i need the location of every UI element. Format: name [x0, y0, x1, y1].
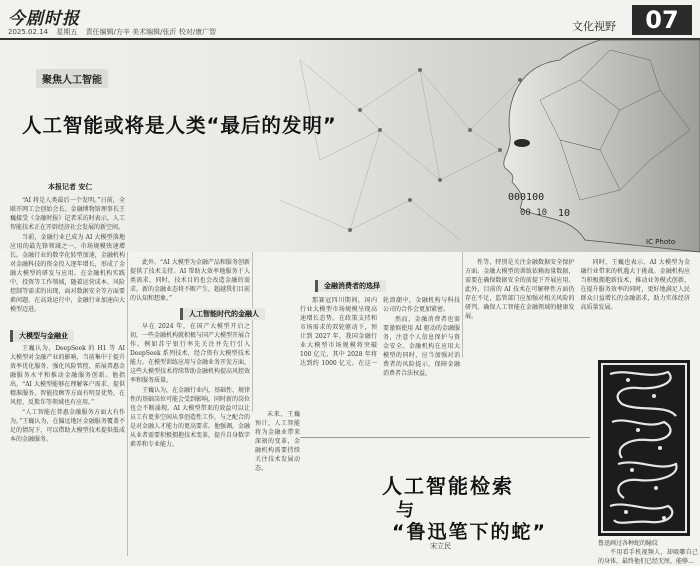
subhead-consumer-choice: 金融消费者的选择 — [315, 280, 386, 292]
article-column-2a — [130, 258, 250, 308]
section-name: 文化视野 — [572, 20, 616, 33]
paragraph: 同时，王巍也表示，AI 大模型为金融行业带来的机遇大于挑战。金融机构应当积极拥抱新技术，推动业务模式创新，在提升服务效率的同时，更好地满足人民群众日益增长的金融需求，助力实体经济高质量发展。 — [580, 259, 690, 311]
snake-pattern — [598, 360, 690, 536]
feature-title-line-1: 人工智能检索 — [382, 474, 514, 498]
article-column-1 — [10, 196, 125, 336]
editor-credits: 责任编辑/方辛 美术编辑/张沂 校对/康广智 — [85, 28, 217, 36]
snake-woodcut-image — [598, 360, 690, 536]
binary-text-2: 10 — [558, 208, 571, 219]
binary-text-1: 000100 — [508, 192, 545, 203]
dateline — [8, 27, 222, 37]
woodcut-caption: 鲁迅画过各种蛇的瞳纹 — [598, 540, 659, 547]
issue-weekday: 星期五 — [56, 28, 78, 36]
feature-body-start — [598, 548, 698, 565]
article-column-1b — [10, 344, 125, 554]
byline: 本报记者 安仁 — [48, 183, 93, 191]
paragraph: 当前，金融行业已成为 AI 大模型落地应用的最先锋领域之一，市场规模快速增长。金融行业的数字化转型加速，金融机构对金融科技的资金投入逐年增长，形成了金融大模型的研发与应用。在金融机构实践中，投资等工作领域，随着运营成本、风险控制等需求的出现，面对数据安全等方面要素问题，在高效运行中，金融行业加速向大模型迈进。 — [10, 234, 125, 313]
feature-divider — [300, 437, 590, 438]
article-column-3 — [300, 296, 460, 434]
subhead-ai-finance: 大模型与金融业 — [10, 330, 74, 342]
headline: 人工智能或将是人类“最后的发明” — [22, 114, 337, 137]
paragraph: 此外，“AI 大模型为金融产品和服务创新提供了技术支持。AI 帮助大效率地服务于人类需求，同时，技术目的也会改造金融的需求，新的金融业态将不断产生，超越我们目前的认知和想象。” — [130, 259, 251, 302]
photo-credit: IC Photo — [646, 238, 676, 246]
paragraph: 早在 2024 年，在国产大模型开启之初，一些金融机构就积极与国产大模型开展合作。例如苏宁银行率先关注并先行引入 DeepSeek 系列技术，经合资有大模型技术能力。在模型训练应用与金融业务开发方面，这些大模型技术持续帮助金融机构提高风控效率和服务质量。 — [130, 323, 251, 384]
kicker-label: 聚焦人工智能 — [36, 69, 108, 88]
paragraph: 王巍认为，在金融行业内，基础性、规律性的基础岗位可能会受到影响，同时新的岗位也会不断涌现。AI 大模型带来的效益可以让员工有更多空间从事创造性工作，与之配合的是对金融人才能力的更高要求。他强调，金融从业者需要积极拥抱技术变革，提升自身数字素养和专业能力。 — [130, 387, 251, 448]
feature-title-line-2: 与 — [396, 500, 414, 521]
paper-name: 今剧时报 — [8, 9, 80, 29]
paragraph: 性等，特别是关注金融数据安全保护方面。金融大模型的训练依赖海量数据，需要在确保数据安全的前提下开展应用。此外，目前的 AI 技术在可解释性方面仍存在不足，监管部门应加强对相关风险的研判，确保人工智能在金融领域的健康发展。 — [465, 259, 575, 320]
paragraph: 王巍认为，DeepSeek 的 H1 等 AI 大模型对金融产业的影响，当前集中于提升效率优化服务、强化风险管控、拓展普惠金融服务水平和推动金融服务创新。他指出，“AI 大模型能够在理解客户需求、提供精准服务、智能投顾等方面有明显优势，在风控、反欺诈等领域也有应用。” — [10, 345, 125, 406]
paragraph: 那赛冠四川期间，国内行业大模型市场规模呈现高速增长态势。在政策支持和市场需求的双轮驱动下，预计到 2027 年，我国金融行业大模型市场规模将突破 100 亿元，其中 2028 年将达到约 1000 亿元。在这一轮浪潮中，金融机构与科技公司的合作会更加紧密。 — [300, 297, 460, 367]
column-divider — [462, 252, 463, 358]
binary-text-3: 00 10 — [520, 208, 548, 218]
article-column-3-bottom — [255, 410, 300, 550]
issue-date: 2025.02.14 — [8, 28, 49, 36]
article-column-4 — [465, 258, 690, 358]
page-number: 07 — [632, 5, 692, 35]
paragraph: 不用看手机视频人，却吸哪自己的身体，最终他们已经无厘，能够… — [598, 549, 698, 565]
column-divider — [127, 252, 128, 556]
paragraph: 未来，王巍预计，人工智能将为金融业带来深刻的变革，金融机构需要持续关注技术发展动态。 — [255, 411, 300, 472]
feature-title-line-3: “鲁迅笔下的蛇” — [392, 521, 547, 543]
column-divider — [252, 252, 253, 412]
article-column-2b — [130, 322, 250, 554]
paragraph: 然而，金融消费者也需要谨慎使用 AI 驱动的金融服务，注意个人信息保护与资金安全。金融机构在应用大模型的同时，应当加强对消费者的风险提示，保障金融消费者合法权益。 — [383, 316, 460, 377]
subhead-finance-people: 人工智能时代的金融人 — [180, 308, 265, 320]
paragraph: “AI 将是人类最后一个发明。”日前，全联开网工会创始会长、金融博物馆理事长王巍接受《金融时报》记者采访时表示，人工智能技术正在开辟经济社会发展的新空间。 — [10, 197, 125, 231]
feature-author: 宋立民 — [430, 542, 451, 550]
paragraph: “人工智能在普惠金融服务方面大有作为。”王巍认为，在偏远地区金融服务覆盖不足的情况下，可以借助大模型技术提供低成本的金融服务。 — [10, 409, 125, 443]
